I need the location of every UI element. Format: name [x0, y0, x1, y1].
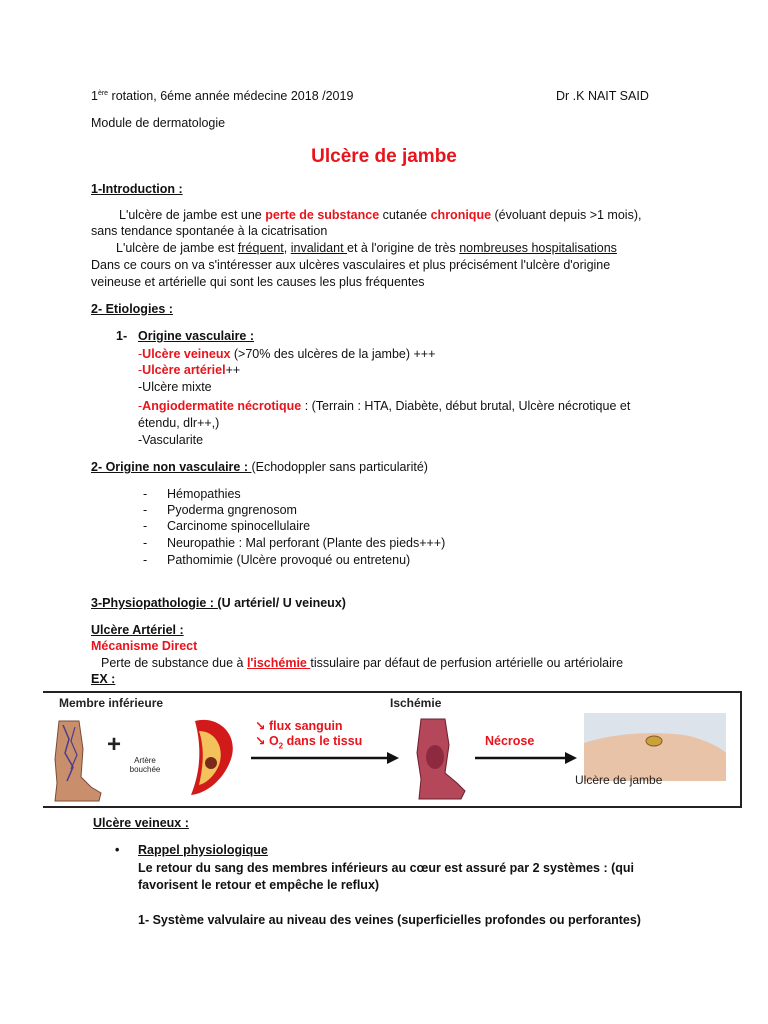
vascular-item-mixte: -Ulcère mixte — [138, 380, 212, 394]
desc-text: tissulaire par défaut de perfusion artérielle ou artériolaire — [310, 656, 624, 670]
oxygen-text: ↘ O — [255, 734, 279, 748]
nonvascular-title: 2- Origine non vasculaire : — [91, 460, 252, 474]
intro-line-4: Dans ce cours on va s'intéresser aux ulcères vasculaires et plus précisément l'ulcère d'origine — [91, 258, 611, 272]
page-title: Ulcère de jambe — [311, 146, 457, 167]
arrow-2-icon — [475, 751, 580, 765]
intro-text: cutanée — [379, 208, 431, 222]
oxygen-label — [255, 733, 362, 751]
physio-heading — [91, 595, 346, 611]
arterial-mechanism: Mécanisme Direct — [91, 639, 198, 653]
rotation-line — [91, 88, 353, 104]
artery-label-1: Artère — [134, 756, 156, 765]
vascular-title: Origine vasculaire : — [138, 329, 255, 343]
vascular-item-angiodermatite-cont: étendu, dlr++,) — [138, 416, 220, 430]
highlight-ulcere-veineux: Ulcère veineux — [142, 347, 231, 361]
intro-text: (évoluant depuis >1 mois), — [491, 208, 642, 222]
blocked-artery-illustration — [169, 715, 244, 797]
rappel-title: Rappel physiologique — [138, 843, 268, 857]
oxygen-subscript: 2 — [278, 741, 284, 751]
list-item: Neuropathie : Mal perforant (Plante des pieds+++) — [167, 536, 446, 550]
list-dash: - — [143, 519, 148, 533]
figure-label-left: Membre inférieure — [59, 696, 164, 710]
flux-label: ↘ flux sanguin — [255, 719, 343, 733]
leg-ulcer-photo — [584, 713, 726, 781]
author: Dr .K NAIT SAID — [556, 89, 649, 103]
list-dash: - — [143, 536, 148, 550]
list-item: Carcinome spinocellulaire — [167, 519, 311, 533]
intro-line-1 — [119, 207, 641, 223]
vascular-item-arteriel — [138, 362, 240, 378]
intro-text: L'ulcère de jambe est — [116, 241, 238, 255]
desc-text: Perte de substance due à — [101, 656, 247, 670]
underlined-frequent: fréquent — [237, 241, 284, 255]
physio-subtitle: U artériel/ U veineux) — [221, 596, 346, 610]
item-text: : (Terrain : HTA, Diabète, début brutal, Ulcère nécrotique et — [301, 399, 631, 413]
venous-title: Ulcère veineux : — [93, 816, 189, 830]
intro-line-5: veineuse et artérielle qui sont les causes les plus fréquentes — [91, 275, 425, 289]
dash: - — [138, 363, 143, 377]
necrose-label: Nécrose — [485, 734, 535, 748]
bullet: • — [115, 843, 120, 857]
vascular-item-angiodermatite — [138, 398, 630, 414]
intro-text: , — [283, 241, 291, 255]
highlight-ischemie: l'ischémie — [246, 656, 311, 670]
vascular-item-veineux — [138, 346, 435, 362]
arrow-1-icon — [251, 751, 401, 765]
item-text: ++ — [225, 363, 241, 377]
intro-text: et à l'origine de très — [347, 241, 460, 255]
list-dash: - — [143, 553, 148, 567]
figure-label-ischemie: Ischémie — [390, 696, 442, 710]
system-1: 1- Système valvulaire au niveau des veines (superficielles profondes ou perforantes) — [138, 913, 641, 927]
highlight-chronique: chronique — [430, 208, 492, 222]
physio-title: 3-Physiopathologie : — [91, 596, 218, 610]
ischemia-figure — [43, 691, 742, 808]
list-dash: - — [143, 487, 148, 501]
vascular-item-vascularite: -Vascularite — [138, 433, 204, 447]
artery-label — [123, 756, 167, 774]
plus-sign: + — [107, 731, 122, 758]
arterial-title: Ulcère Artériel : — [91, 623, 184, 637]
highlight-angiodermatite: Angiodermatite nécrotique — [142, 399, 302, 413]
example-label: EX : — [91, 672, 116, 686]
intro-line-2: sans tendance spontanée à la cicatrisation — [91, 224, 328, 238]
vascular-number: 1- — [116, 329, 128, 343]
rotation-superscript: ère — [97, 90, 109, 97]
dash: - — [138, 399, 143, 413]
rotation-text: rotation, 6éme année médecine 2018 /2019 — [108, 89, 354, 103]
underlined-hospitalisations: nombreuses hospitalisations — [459, 241, 617, 255]
nonvascular-heading — [91, 459, 428, 475]
list-item: Hémopathies — [167, 487, 241, 501]
highlight-perte: perte de substance — [265, 208, 380, 222]
arterial-description — [101, 655, 623, 671]
item-text: (>70% des ulcères de la jambe) +++ — [230, 347, 436, 361]
list-item: Pyoderma gngrenosom — [167, 503, 297, 517]
dash: - — [138, 347, 143, 361]
oxygen-text-2: dans le tissu — [283, 734, 363, 748]
artery-label-2: bouchée — [129, 765, 161, 774]
intro-heading: 1-Introduction : — [91, 182, 183, 196]
intro-line-3 — [116, 240, 617, 256]
list-dash: - — [143, 503, 148, 517]
ulcer-caption: Ulcère de jambe — [575, 773, 663, 787]
module-name: Module de dermatologie — [91, 116, 226, 130]
rotation-number: 1 — [91, 89, 98, 103]
leg-illustration — [45, 719, 105, 803]
list-item: Pathomimie (Ulcère provoqué ou entretenu) — [167, 553, 411, 567]
rappel-line-2: favorisent le retour et empêche le reflux) — [138, 878, 380, 892]
nonvascular-note: (Echodoppler sans particularité) — [251, 460, 428, 474]
rappel-line-1: Le retour du sang des membres inférieurs au cœur est assuré par 2 systèmes : (qui — [138, 861, 635, 875]
physio-paren: ( — [217, 596, 222, 610]
etiologies-heading: 2- Etiologies : — [91, 302, 173, 316]
underlined-invalidant: invalidant — [290, 241, 348, 255]
ischemic-leg-illustration — [409, 717, 469, 802]
intro-text: L'ulcère de jambe est une — [119, 208, 266, 222]
highlight-ulcere-arteriel: Ulcère artériel — [142, 363, 226, 377]
